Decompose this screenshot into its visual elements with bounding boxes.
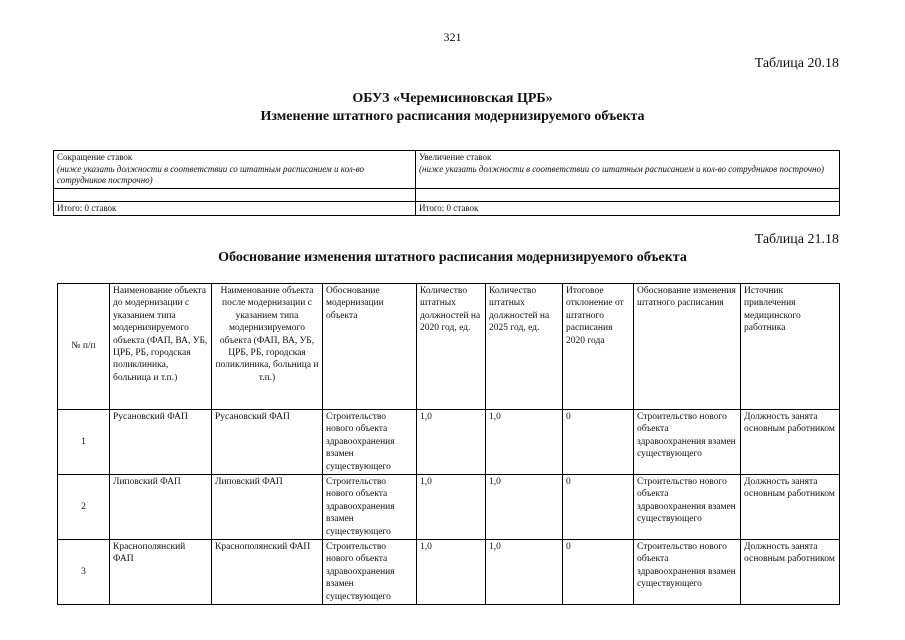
positions-2025: 1,0 [486,410,563,475]
justification-title: Обоснование изменения штатного расписания модернизируемого объекта [218,250,687,265]
staffing-change-title: Изменение штатного расписания модернизируемого объекта [260,109,645,124]
positions-2025: 1,0 [486,540,563,605]
worker-source: Должность занята основным работником [741,475,840,540]
staffing-change-table [53,150,840,216]
worker-source: Должность занята основным работником [741,410,840,475]
justification-table [57,283,840,605]
positions-2020: 1,0 [417,410,486,475]
header-worker-source: Источник привлечения медицинского работника [741,284,840,410]
staffing-change-reason: Строительство нового объекта здравоохранения взамен существующего [634,540,741,605]
worker-source: Должность занята основным работником [741,540,840,605]
empty-cell [416,188,840,201]
modernization-reason: Строительство нового объекта здравоохранения взамен существующего [323,540,417,605]
increase-total: Итого: 0 ставок [416,201,840,216]
header-staffing-change-reason: Обоснование изменения штатного расписания [634,284,741,410]
object-after: Краснополянский ФАП [212,540,323,605]
staffing-change-total-row [54,201,840,216]
object-before: Русановский ФАП [110,410,212,475]
header-object-after: Наименование объекта после модернизации с указанием типа модернизируемого объекта (ФАП, ВА, УБ, ЦРБ, РБ, городская поликлиника, больница и т.п.) [212,284,323,410]
header-positions-2020: Количество штатных должностей на 2020 год, ед. [417,284,486,410]
table-20-18-label: Таблица 20.18 [754,56,839,71]
modernization-reason: Строительство нового объекта здравоохранения взамен существующего [323,475,417,540]
header-positions-2025: Количество штатных должностей на 2025 год, ед. [486,284,563,410]
empty-cell [54,188,416,201]
organization-title: ОБУЗ «Черемисиновская ЦРБ» [352,91,553,106]
staffing-change-reason: Строительство нового объекта здравоохранения взамен существующего [634,475,741,540]
table-21-18-label: Таблица 21.18 [754,232,839,247]
table-row [58,540,840,605]
staffing-change-reason: Строительство нового объекта здравоохранения взамен существующего [634,410,741,475]
increase-header: Увеличение ставок [419,152,492,162]
row-number: 3 [58,540,110,605]
reduction-header: Сокращение ставок [57,152,133,162]
object-before: Краснополянский ФАП [110,540,212,605]
total-deviation: 0 [563,410,634,475]
total-deviation: 0 [563,475,634,540]
total-deviation: 0 [563,540,634,605]
positions-2025: 1,0 [486,475,563,540]
modernization-reason: Строительство нового объекта здравоохранения взамен существующего [323,410,417,475]
reduction-header-cell [54,151,416,189]
positions-2020: 1,0 [417,540,486,605]
header-object-before: Наименование объекта до модернизации с указанием типа модернизируемого объекта (ФАП, ВА, УБ, ЦРБ, РБ, городская поликлиника, больница и т.п.) [110,284,212,410]
header-number: № п/п [58,284,110,410]
header-modernization-reason: Обоснование модернизации объекта [323,284,417,410]
row-number: 2 [58,475,110,540]
table-row [58,410,840,475]
reduction-hint: (ниже указать должности в соответствии со штатным расписанием и кол-во сотрудников построчно) [57,163,365,185]
increase-header-cell [416,151,840,189]
staffing-change-empty-row [54,188,840,201]
header-total-deviation: Итоговое отклонение от штатного расписания 2020 года [563,284,634,410]
staffing-change-header-row [54,151,840,189]
object-after: Липовский ФАП [212,475,323,540]
row-number: 1 [58,410,110,475]
object-before: Липовский ФАП [110,475,212,540]
page-number: 321 [443,30,462,44]
table-row [58,475,840,540]
positions-2020: 1,0 [417,475,486,540]
reduction-total: Итого: 0 ставок [54,201,416,216]
object-after: Русановский ФАП [212,410,323,475]
increase-hint: (ниже указать должности в соответствии со штатным расписанием и кол-во сотрудников построчно) [419,163,824,174]
justification-header-row [58,284,840,410]
